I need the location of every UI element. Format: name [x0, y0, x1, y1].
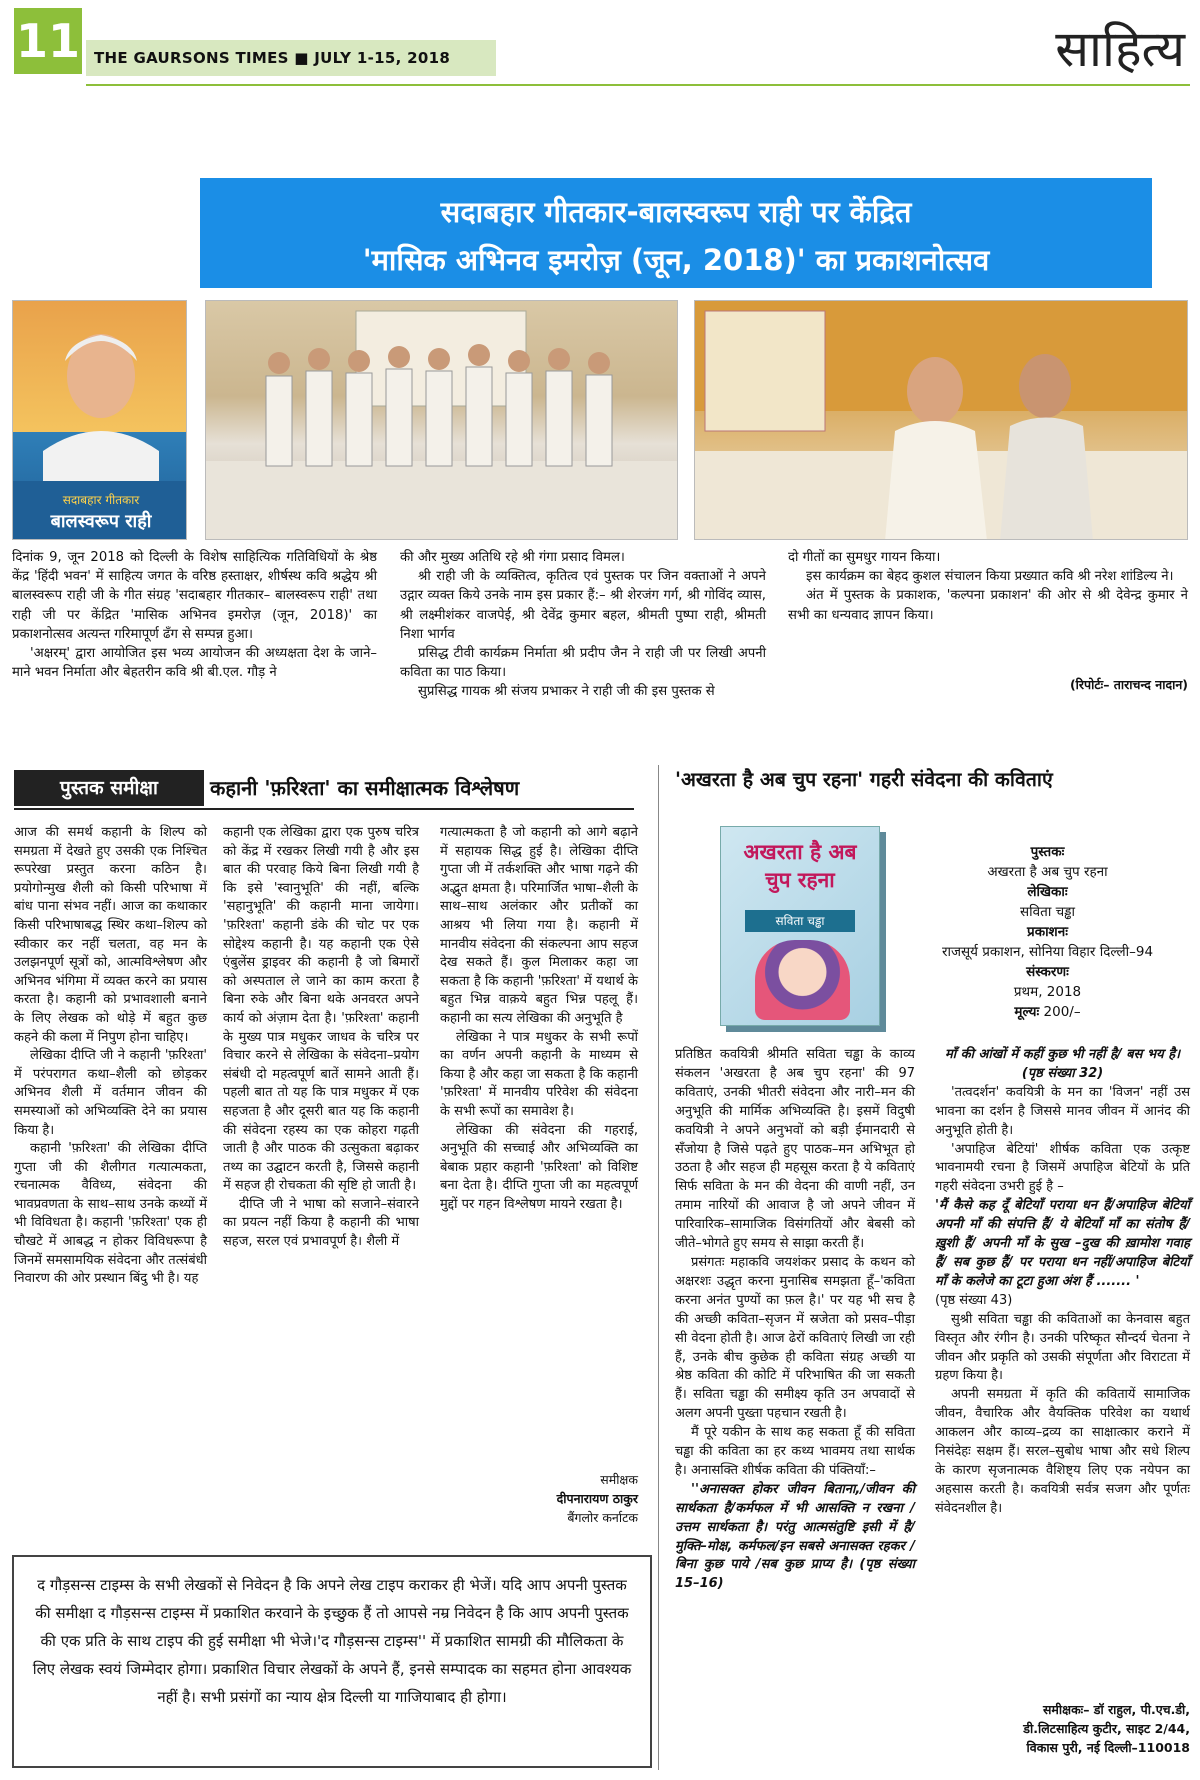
paragraph: दो गीतों का सुमधुर गायन किया। [788, 550, 941, 565]
book-cover-author: सविता चड्ढा [745, 910, 855, 932]
page-number: 11 [14, 8, 82, 74]
poem-quote: माँ की आंखों में कहीं कुछ भी नहीं है/ बस भय है। (पृष्ठ संख्या 32) [944, 1047, 1181, 1081]
article-banner [200, 178, 1152, 288]
story-review-column-1 [14, 824, 207, 1514]
story-reviewer-credit [440, 1470, 638, 1530]
paragraph: कहानी एक लेखिका द्वारा एक पुरुष चरित्र को केंद्र में रखकर लिखी गयी है और इस बात की परवाह किये बिना लिखी गयी है कि इसे 'स्वानुभूति' की नहीं, बल्कि 'सहानुभूति' की कहानी माना जायेगा। 'फ़रिश्ता' कहानी डंके की चोट पर एक सोद्देश्य कहानी है। यह कहानी एक ऐसे एंबुलेंस ड्राइवर की कहानी है जो बिमारों को अस्पताल ले जाने का काम करता है बिना रुके और बिना थके अनवरत अपने कार्य को अंज़ाम देता है। 'फ़रिश्ता' कहानी के मुख्य पात्र मधुकर जाधव के चरित्र पर विचार करने से लेखिका के संवेदना–प्रयोग संबंधी दो महत्वपूर्ण बातें सामने आती हैं। पहली बात तो यह कि पात्र मधुकर में एक सहजता है और दूसरी बात यह कि कहानी की संवेदना रहस्य का एक कोहरा गढ़ती जाती है और पाठक की उत्सुकता बढ़ाकर तथ्य का उद्घाटन करती है, जिससे कहानी में सहज ही रोचकता की सृष्टि हो जाती है। [223, 825, 419, 1194]
paragraph: मैं पूरे यकीन के साथ कह सकता हूँ की सविता चड्ढा की कविता का हर कथ्य भावमय तथा सार्थक है। अनासक्ति शीर्षक कविता की पंक्तियाँ:– [675, 1425, 915, 1478]
reviewer-line: डी.लिटसाहित्य कुटीर, साइट 2/44, [1023, 1721, 1190, 1736]
banner-line-1: सदाबहार गीतकार-बालस्वरूप राही पर केंद्रित [440, 195, 912, 229]
paragraph: अंत में पुस्तक के प्रकाशक, 'कल्पना प्रकाशन' की ओर से श्री देवेन्द्र कुमार ने सभी का धन्यवाद ज्ञापन किया। [788, 588, 1188, 623]
paragraph: प्रतिष्ठित कवयित्री श्रीमति सविता चड्ढा के काव्य संकलन 'अखरता है अब चुप रहना' की 97 कविताएं, उनकी भीतरी संवेदना और नारी–मन की अनुभूति की मार्मिक अभिव्यक्ति है। इसमें विदुषी कवयित्री ने अपने अनुभवों को बड़ी ईमानदारी से सँजोया है जिसे पढ़ते हुए पाठक–मन अभिभूत हो उठता है और सहज ही महसूस करता है ये कविताएं सिर्फ सविता के मन की वेदना की वाणी नहीं, उन तमाम नारियों की आवाज है जो अपने जीवन में पारिवारिक–सामाजिक विसंगतियों और बेबसी को जीते–भोगते हुए समय से साझा करती हैं। [675, 1047, 915, 1252]
author-name: सविता चड्ढा [1020, 904, 1075, 920]
paragraph: लेखिका की संवेदना की गहराई, अनुभूति की सच्चाई और अभिव्यक्ति का बेबाक प्रहार कहानी 'फ़रिश्ता' को विशिष्ट बना देता है। दीप्ति गुप्ता जी का महत्वपूर्ण मुद्दों पर गहन विश्लेषण मायने रखता है। [440, 1122, 638, 1212]
publisher-name: राजसूर्य प्रकाशन, सोनिया विहार दिल्ली–94 [941, 944, 1154, 960]
paragraph: की और मुख्य अतिथि रहे श्री गंगा प्रसाद विमल। [400, 550, 625, 565]
poet-portrait-image [13, 301, 187, 540]
paragraph: 'अक्षरम्' द्वारा आयोजित इस भव्य आयोजन की अध्यक्षता देश के जाने–माने भवन निर्माता और बेहतरीन कवि श्री बी.एल. गौड़ ने [12, 646, 377, 681]
poetry-reviewer-credit [935, 1700, 1190, 1770]
poetry-review-column-1 [675, 1046, 915, 1766]
publisher-label: प्रकाशनः [1027, 924, 1068, 940]
edition-value: प्रथम, 2018 [1013, 984, 1082, 1000]
book-launch-photo [205, 300, 678, 540]
paragraph: सुप्रसिद्ध गायक श्री संजय प्रभाकर ने राही जी की इस पुस्तक से [418, 684, 715, 700]
masthead: THE GAURSONS TIMES ■ JULY 1-15, 2018 [86, 40, 496, 76]
group-photo-image [206, 301, 678, 540]
event-report-column-1 [12, 548, 377, 718]
reviewer-name: दीपनारायण ठाकुर [556, 1491, 638, 1506]
honor-ceremony-photo [694, 300, 1188, 540]
reviewer-place: बैंगलोर कर्नाटक [567, 1510, 638, 1525]
svg-text:सदाबहार गीतकार: सदाबहार गीतकार [62, 493, 140, 507]
honoring-image [695, 301, 1188, 540]
paragraph: लेखिका ने पात्र मधुकर के सभी रूपों का वर्णन अपनी कहानी के माध्यम से किया है और कहा जा सकता है कि कहानी 'फ़रिश्ता' में मानवीय परिवेश की संवेदना के सभी रूपों का समावेश है। [440, 1029, 638, 1119]
paragraph: अपनी समग्रता में कृति की कवितायें सामाजिक जीवन, वैचारिक और वैयक्तिक परिवेश का यथार्थ आकलन और काव्य–द्रव्य का साक्षात्कार कराने में निसंदेहः सक्षम हैं। सरल–सुबोध भाषा और सधे शिल्प के कारण सृजनात्मक वैशिष्ट्य लिए एक नयेपन का अहसास करती है। कवयित्री सर्वत्र सजग और पूर्णतः संवेदनशील है। [935, 1387, 1190, 1516]
story-review-column-3 [440, 824, 638, 1514]
book-review-tag: पुस्तक समीक्षा [14, 770, 204, 806]
poetry-review-column-2 [935, 1046, 1190, 1686]
event-report-column-2 [400, 548, 766, 718]
paragraph: श्री राही जी के व्यक्तित्व, कृतित्व एवं पुस्तक पर जिन वक्ताओं ने अपने उद्गार व्यक्त किये उनके नाम इस प्रकार हैं:– श्री शेरजंग गर्ग, श्री गोविंद व्यास, श्री लक्ष्मीशंकर वाजपेई, श्री देवेंद्र कुमार बहल, श्रीमती पुष्पा राही, श्रीमती निशा भार्गव [400, 569, 766, 642]
section-title: साहित्य [1055, 20, 1185, 78]
paragraph: लेखिका दीप्ति जी ने कहानी 'फ़रिश्ता' में परंपरागत कथा–शैली को छोड़कर अभिनव शैली में वर्तमान जीवन की समस्याओं को अभिव्यक्ति देने का प्रयास किया है। [14, 1048, 207, 1138]
reporter-credit: (रिपोर्टः– ताराचन्द नादान) [1069, 677, 1188, 692]
banner-line-2: 'मासिक अभिनव इमरोज़ (जून, 2018)' का प्रकाशनोत्सव [362, 243, 990, 277]
book-cover-title: अखरता है अब चुप रहना [743, 840, 857, 892]
paragraph: दीप्ति जी ने भाषा को सजाने–संवारने का प्रयत्न नहीं किया है कहानी की भाषा सहज, सरल एवं प्रभावपूर्ण है। शैली में [223, 1196, 419, 1250]
paragraph: 'तत्वदर्शन' कवयित्री के मन का 'विजन' नहीं उस भावना का दर्शन है जिससे मानव जीवन में आनंद की अनुभूति होती है। [935, 1084, 1190, 1138]
reviewer-line: विकास पुरी, नई दिल्ली–110018 [1026, 1740, 1190, 1755]
price-row [905, 1002, 1190, 1022]
paragraph: कहानी 'फ़रिश्ता' की लेखिका दीप्ति गुप्ता जी की शैलीगत गत्यात्मकता, रचनात्मक वैविध्य, संवेदना की भावप्रवणता के साथ–साथ उनके कथ्यों में भी विविधता है। कहानी 'फ़रिश्ता' एक ही चौखटे में आबद्ध न होकर विविधरूपा है जिनमें समसामयिक संवेदना और तत्संबंधी निवारण की ओर प्रस्थान बिंदु भी है। यह [14, 1141, 207, 1287]
header-rule [86, 84, 1190, 86]
paragraph: इस कार्यक्रम का बेहद कुशल संचालन किया प्रख्यात कवि श्री नरेश शांडिल्य ने। [806, 569, 1174, 585]
poem-quote: 'मैं कैसे कह दूँ बेटियाँ पराया धन हैं/अपाहिज बेटियाँ अपनी माँ की संपत्ति हैं/ ये बेटियाँ माँ का संतोष हैं/ख़ुशी हैं/ अपनी माँ के सुख –दुख की ख़ामोश गवाह हैं/ सब कुछ हैं/ पर पराया धन नहीं/अपाहिज बेटियाँ माँ के कलेजे का टूटा हुआ अंश हैं ....... ' [935, 1198, 1190, 1289]
book-details [905, 842, 1190, 1022]
book-label: पुस्तकः [1030, 844, 1065, 860]
price-value: 200/– [1043, 1004, 1081, 1020]
book-cover-illustration [755, 940, 850, 1020]
price-label: मूल्यः [1014, 1004, 1040, 1020]
story-review-column-2 [223, 824, 419, 1514]
svg-text:बालस्वरूप राही: बालस्वरूप राही [50, 511, 152, 532]
author-label: लेखिकाः [1027, 884, 1068, 900]
paragraph: सुश्री सविता चड्ढा की कविताओं का केनवास बहुत विस्तृत और रंगीन है। उनकी परिष्कृत सौन्दर्य चेतना ने जीवन और प्रकृति को उसकी संपूर्णता और विराटता में ग्रहण किया है। [935, 1311, 1190, 1384]
paragraph: गत्यात्मकता है जो कहानी को आगे बढ़ाने में सहायक सिद्ध हुई है। लेखिका दीप्ति गुप्ता जी में तर्कशक्ति और भाषा गढ़ने की अद्भुत क्षमता है। परिमार्जित भाषा–शैली के साथ–साथ अलंकार और प्रतीकों का आश्रय भी लिया गया है। कहानी में मानवीय संवेदना की संकल्पना आप सहज देख सकते हैं। कुल मिलाकर कहा जा सकता है कि कहानी 'फ़रिश्ता' में यथार्थ के बहुत भिन्न वाक़ये बहुत भिन्न पहलू हैं। कहानी का सत्य लेखिका की अनुभूति है [440, 825, 638, 1026]
poem-quote: ''अनासक्त होकर जीवन बिताना,/जीवन की सार्थकता है/कर्मफल में भी आसक्ति न रखना / उत्तम सार्थकता है। परंतु आत्मसंतुष्टि इसी में है/मुक्ति–मोक्ष, कर्मफल/इन सबसे अनासक्त रहकर /बिना कुछ पाये /सब कुछ प्राप्य है। (पृष्ठ संख्या 15–16) [675, 1481, 915, 1592]
paragraph: प्रसिद्ध टीवी कार्यक्रम निर्माता श्री प्रदीप जैन ने राही जी पर लिखी अपनी कविता का पाठ किया। [400, 646, 766, 681]
poetry-review-headline: 'अखरता है अब चुप रहना' गहरी संवेदना की कविताएं [675, 768, 1053, 791]
column-divider [658, 765, 659, 1770]
reviewer-label: समीक्षक [600, 1472, 638, 1487]
headline-rule [14, 808, 634, 810]
reviewer-line: समीक्षकः– डॉ राहुल, पी.एच.डी, [1042, 1702, 1190, 1717]
story-review-headline: कहानी 'फ़रिश्ता' का समीक्षात्मक विश्लेषण [210, 776, 520, 800]
editorial-notice-box: द गौड़सन्स टाइम्स के सभी लेखकों से निवेदन है कि अपने लेख टाइप कराकर ही भेजें। यदि आप अपनी पुस्तक की समीक्षा द गौड़सन्स टाइम्स में प्रकाशित करवाने के इच्छुक हैं तो आपसे नम्र निवेदन है कि आप अपनी पुस्तक की एक प्रति के साथ टाइप की हुई समीक्षा भी भेजे।'द गौड़सन्स टाइम्स'' में प्रकाशित सामग्री की मौलिकता के लिए लेखक स्वयं जिम्मेदार होगा। प्रकाशित विचार लेखकों के अपने हैं, इनसे सम्पादक का सहमत होना आवश्यक नहीं है। सभी प्रसंगों का न्याय क्षेत्र दिल्ली या गाजियाबाद ही होगा। [12, 1555, 652, 1768]
paragraph: दिनांक 9, जून 2018 को दिल्ली के विशेष साहित्यिक गतिविधियों के श्रेष्ठ केंद्र 'हिंदी भवन' में साहित्य जगत के वरिष्ठ हस्ताक्षर, शीर्षस्थ कवि श्रद्धेय श्री बालस्वरूप राही जी के गीत संग्रह 'सदाबहार गीतकार– बालस्वरूप राही' तथा राही जी पर केंद्रित 'मासिक अभिनव इमरोज़ (जून, 2018)' का प्रकाशनोत्सव अत्यन्त गरिमापूर्ण ढँग से सम्पन्न हुआ। [12, 550, 377, 642]
poet-photo [12, 300, 187, 540]
paragraph: प्रसंगतः महाकवि जयशंकर प्रसाद के कथन को अक्षरशः उद्धृत करना मुनासिब समझता हूँ–'कविता करना अनंत पुण्यों का फ़ल है।' पर यह भी सच है की अच्छी कविता–सृजन में स्रजेता को प्रसव–पीड़ा सी वेदना होती है। आज ढेरों कविताएं लिखी जा रही हैं, उनके बीच कुछेक ही कविता संग्रह अच्छी या श्रेष्ठ कविता की कोटि में परिभाषित की जा सकती हैं। सविता चड्ढा की समीक्ष्य कृति उन अपवादों से अलग अपनी पुख्ता पहचान रखती है। [675, 1254, 915, 1422]
paragraph: आज की समर्थ कहानी के शिल्प को समग्रता में देखते हुए उसकी एक निश्चित रूपरेखा प्रस्तुत करना कठिन है। प्रयोगोन्मुख शैली को किसी परिभाषा में बांध पाना संभव नहीं। आज का कथाकार किसी परिभाषाबद्ध स्थिर कथा–शिल्प को स्वीकार कर नहीं चलता, वह मन के उलझनपूर्ण सूत्रों को, आत्मविश्लेषण और अभिनव भंगिमा में व्यक्त करने का प्रयास करता है। कहानी को प्रभावशाली बनाने के लिए लेखक को थोड़े में बहुत कुछ कहने की कला में निपुण होना चाहिए। [14, 825, 207, 1045]
book-name: अखरता है अब चुप रहना [987, 864, 1108, 880]
edition-label: संस्करणः [1026, 964, 1069, 980]
paragraph: 'अपाहिज बेटियां' शीर्षक कविता एक उत्कृष्ट भावनामयी रचना है जिसमें अपाहिज बेटियों के प्रति गहरी संवेदना उभरी हुई है – [935, 1141, 1190, 1195]
page-reference: (पृष्ठ संख्या 43) [935, 1292, 1013, 1308]
